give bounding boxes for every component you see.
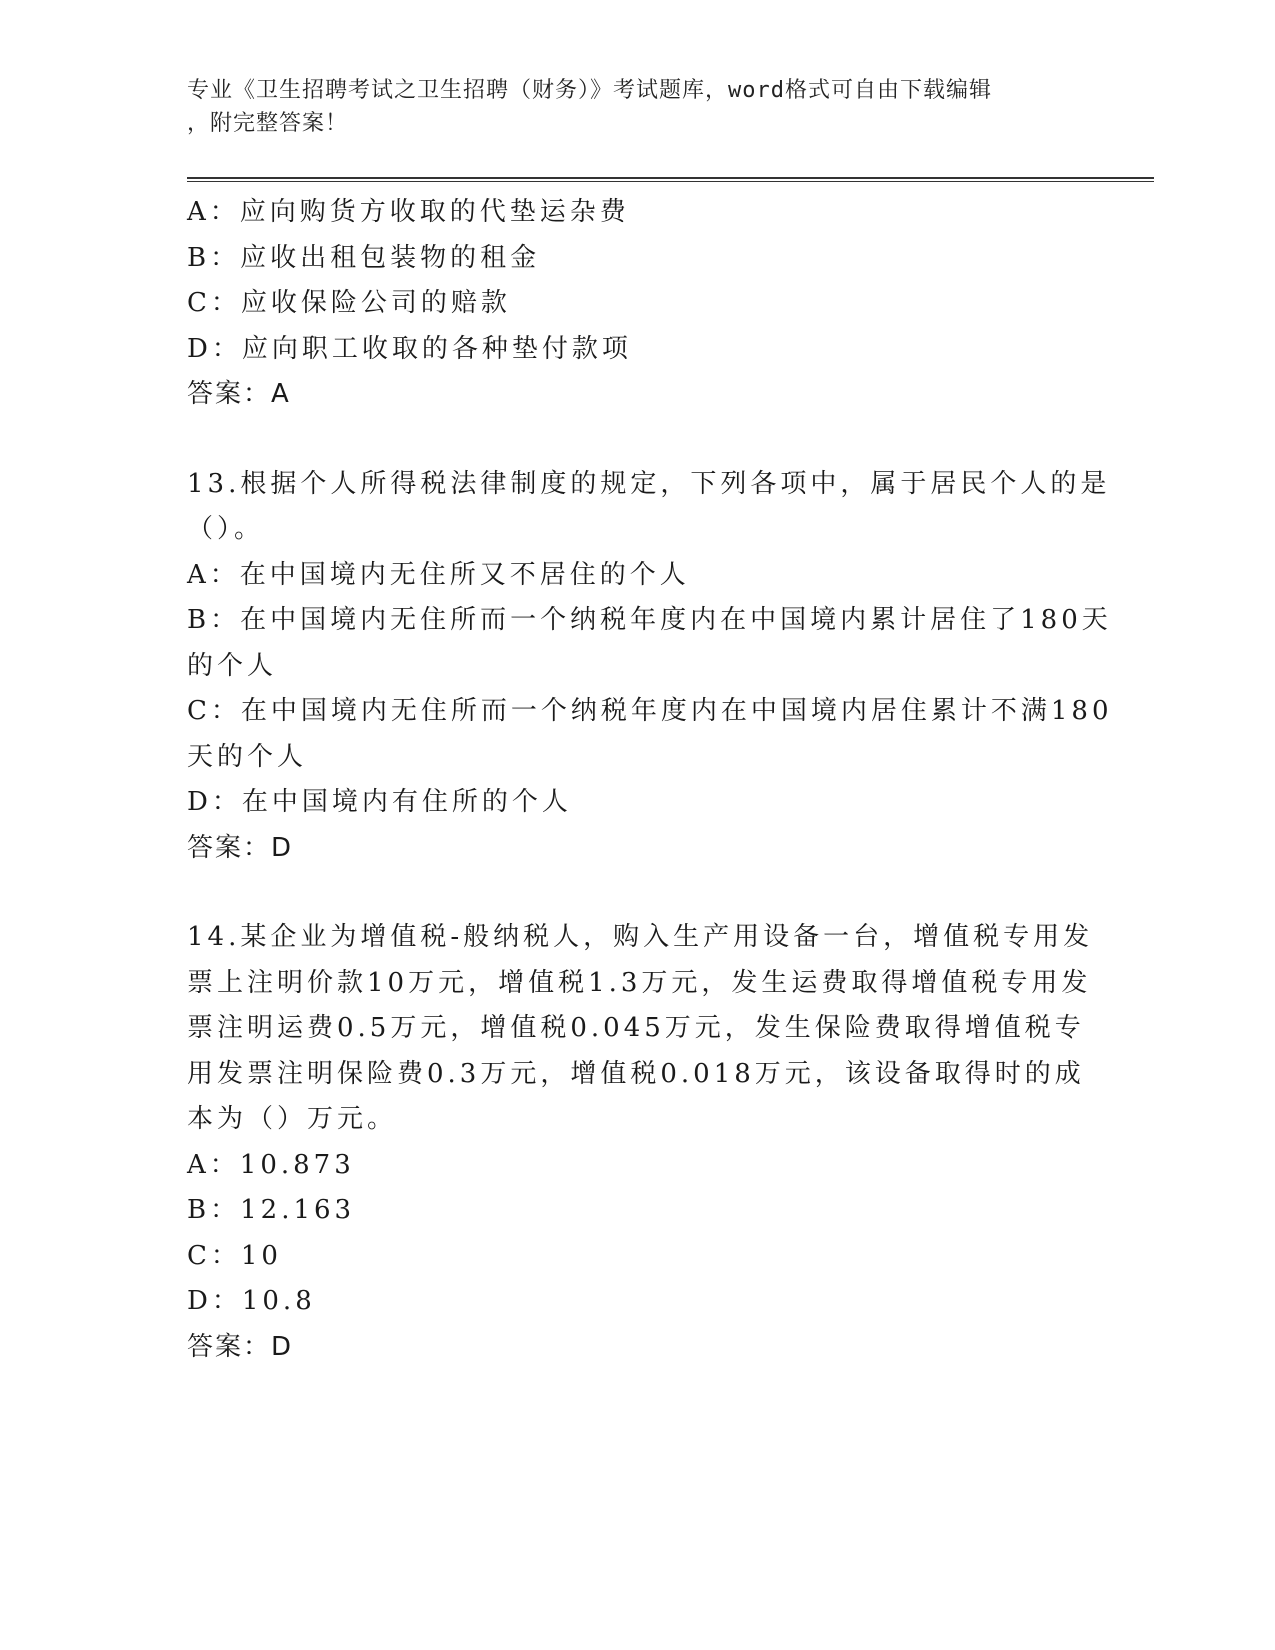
question-12: [187, 190, 1087, 418]
option-d: D：在中国境内有住所的个人: [187, 787, 572, 817]
answer-label: 答案：A: [187, 379, 291, 409]
question-stem-line: 票上注明价款10万元，增值税1.3万元，发生运费取得增值税专用发: [187, 967, 1092, 998]
option-b: B：12.163: [187, 1195, 356, 1225]
question-stem-line: 用发票注明保险费0.3万元，增值税0.018万元，该设备取得时的成: [187, 1058, 1085, 1089]
option-b-continued: 的个人: [187, 650, 278, 681]
option-d: D：10.8: [187, 1286, 316, 1316]
header-line-1: 专业《卫生招聘考试之卫生招聘（财务）》考试题库，word格式可自由下载编辑: [187, 78, 992, 103]
option-d: D：应向职工收取的各种垫付款项: [187, 333, 632, 364]
spacer: [187, 418, 1087, 462]
option-c: C：应收保险公司的赔款: [187, 288, 511, 318]
question-content: [187, 190, 1113, 1370]
question-14: [187, 915, 1094, 1370]
answer-label: 答案：D: [187, 832, 294, 863]
header-divider: [187, 177, 1154, 182]
question-13: [187, 462, 1113, 872]
document-header: [187, 74, 1067, 140]
question-stem-line: 票注明运费0.5万元，增值税0.045万元，发生保险费取得增值税专: [187, 1013, 1085, 1043]
option-c-continued: 天的个人: [187, 741, 308, 772]
option-a: A：在中国境内无住所又不居住的个人: [187, 559, 690, 590]
answer-label: 答案：D: [187, 1331, 294, 1362]
option-c: C：10: [187, 1240, 282, 1271]
question-stem-line: 14.某企业为增值税-般纳税人，购入生产用设备一台，增值税专用发: [187, 922, 1094, 952]
spacer: [187, 871, 1087, 915]
option-a: A：应向购货方收取的代垫运杂费: [187, 197, 630, 227]
question-stem-line: 13.根据个人所得税法律制度的规定，下列各项中，属于居民个人的是: [187, 468, 1111, 499]
option-c: C：在中国境内无住所而一个纳税年度内在中国境内居住累计不满180: [187, 696, 1113, 726]
question-stem-line: 本为（）万元。: [187, 1104, 398, 1134]
option-b: B：应收出租包装物的租金: [187, 242, 541, 273]
option-b: B：在中国境内无住所而一个纳税年度内在中国境内累计居住了180天: [187, 605, 1112, 635]
option-a: A：10.873: [187, 1149, 355, 1180]
question-stem-line: （）。: [187, 514, 265, 544]
header-line-2: ，附完整答案！: [187, 111, 349, 136]
